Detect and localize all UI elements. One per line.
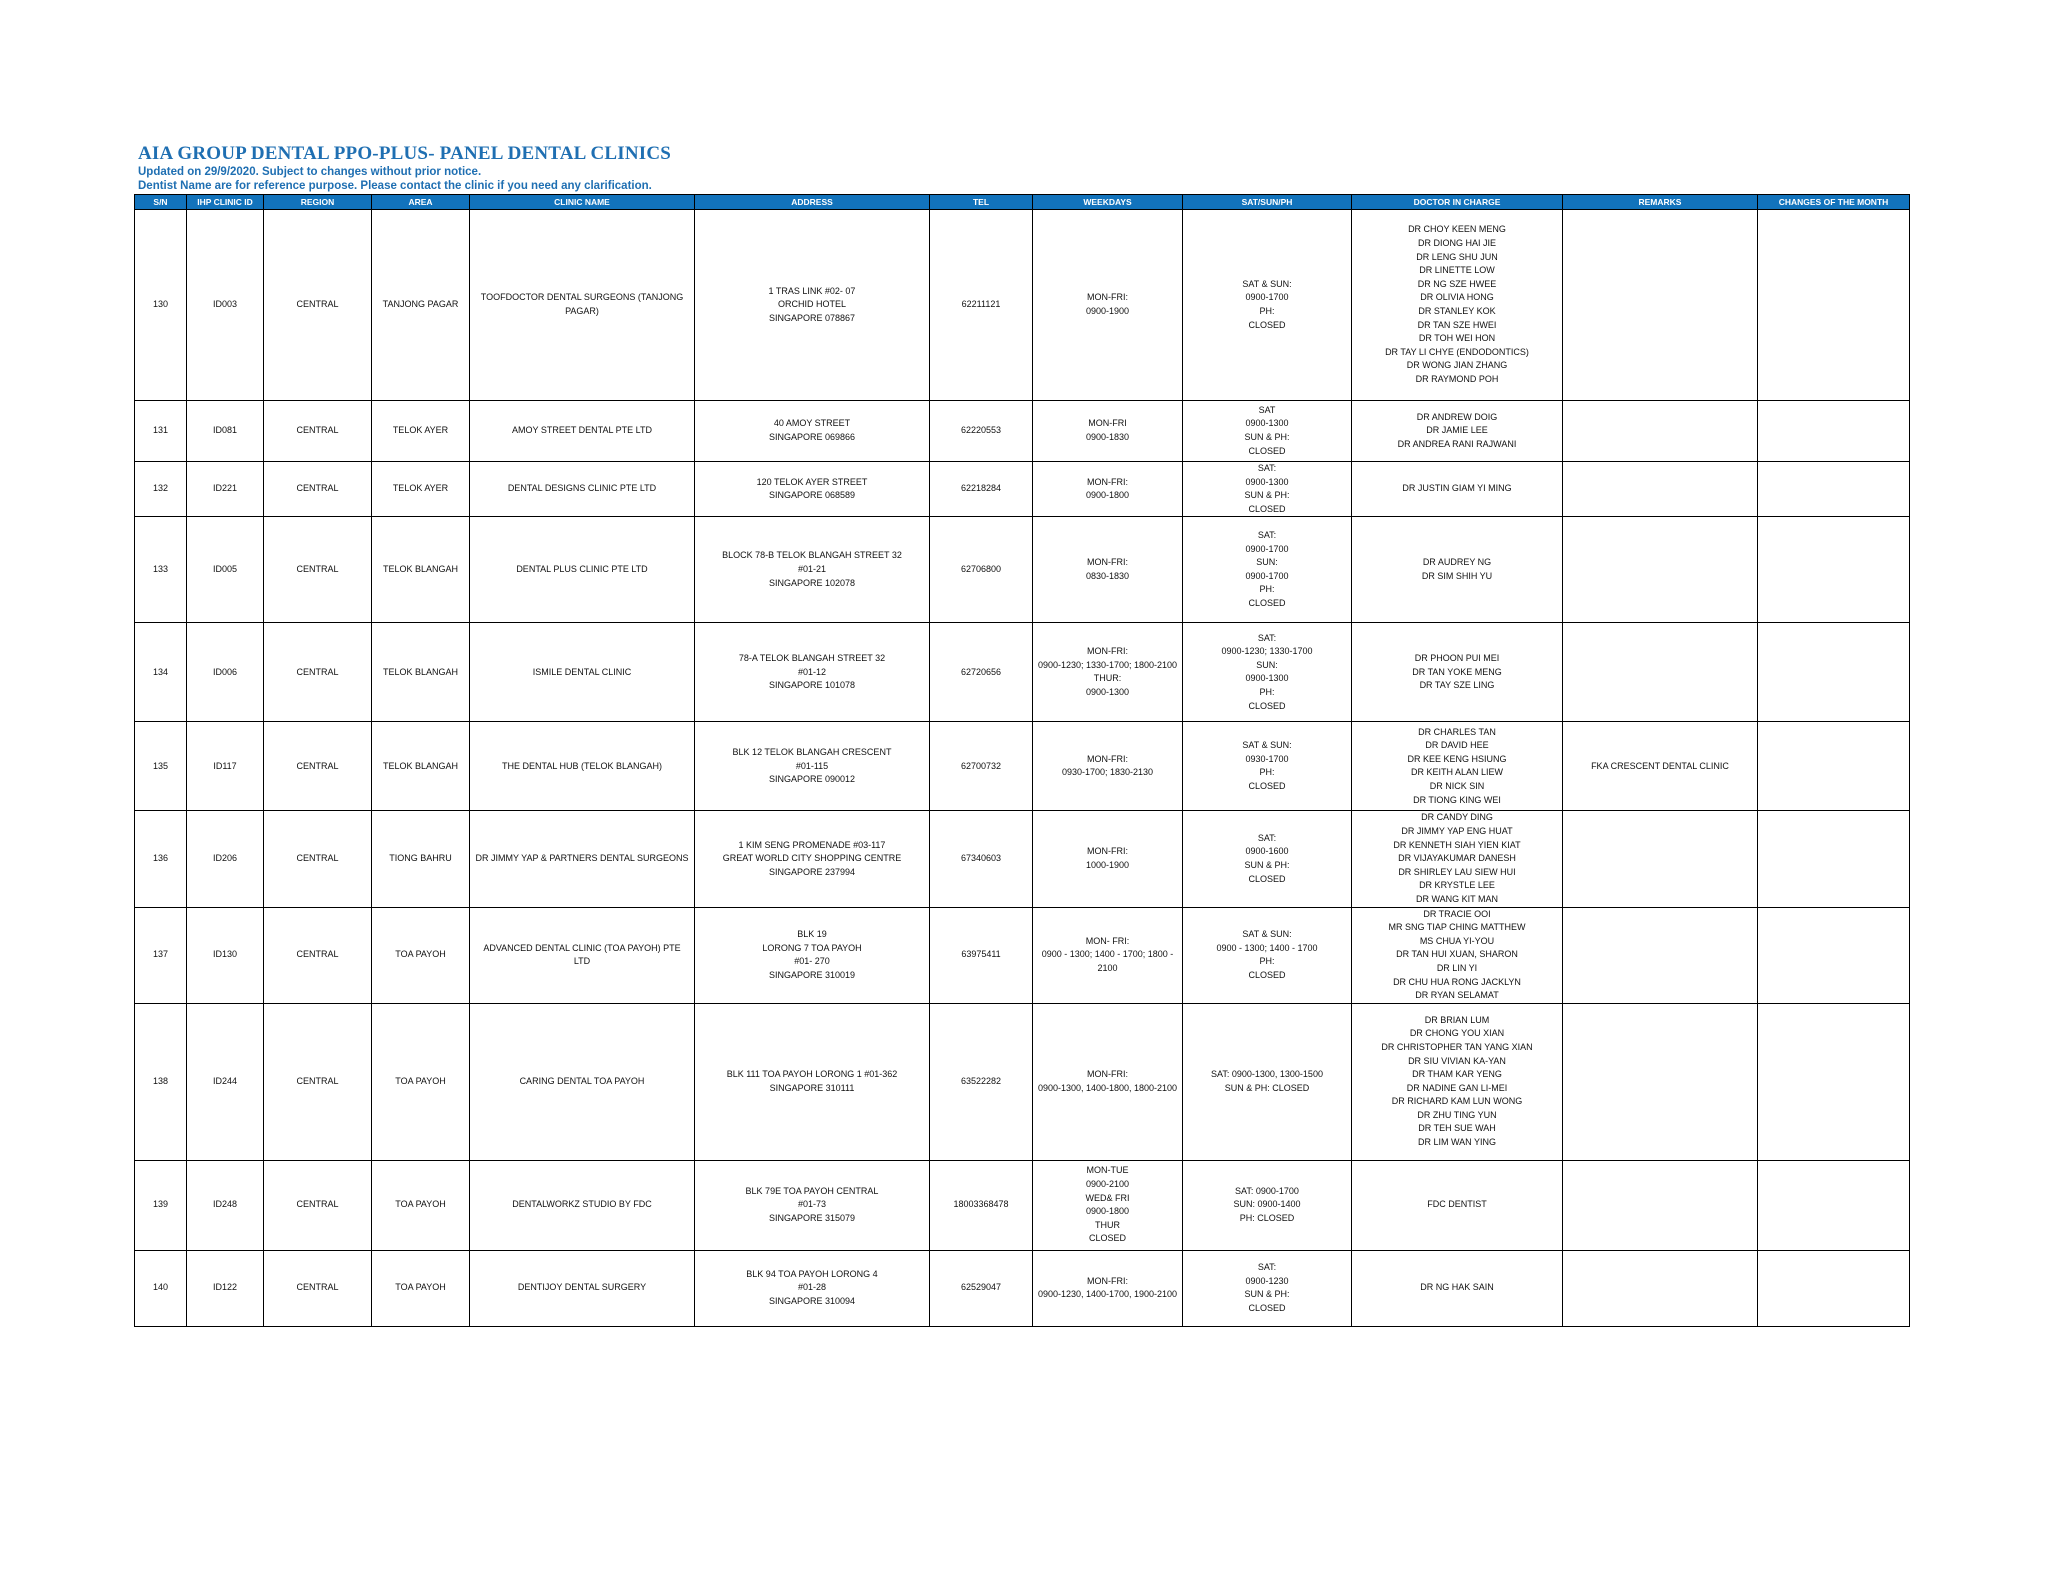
cell-clinic-name: CARING DENTAL TOA PAYOH	[470, 1003, 695, 1160]
cell-weekdays: MON- FRI: 0900 - 1300; 1400 - 1700; 1800 - 2100	[1033, 907, 1183, 1003]
cell-changes-of-the-month	[1758, 1250, 1910, 1326]
table-header-row	[135, 195, 1910, 210]
column-header-changes-of-the-month: CHANGES OF THE MONTH	[1758, 195, 1910, 210]
table-row	[135, 907, 1910, 1003]
cell-sat-sun-ph: SAT: 0900-1230; 1330-1700 SUN: 0900-1300 PH: CLOSED	[1183, 623, 1352, 722]
column-header-ihp-clinic-id: IHP CLINIC ID	[187, 195, 264, 210]
cell-area: TOA PAYOH	[372, 1160, 470, 1250]
cell-doctor-in-charge: DR CHOY KEEN MENG DR DIONG HAI JIE DR LENG SHU JUN DR LINETTE LOW DR NG SZE HWEE DR OLIVIA HONG DR STANLEY KOK DR TAN SZE HWEI DR TOH WEI HON DR TAY LI CHYE (ENDODONTICS) DR WONG JIAN ZHANG DR RAYMOND POH	[1352, 210, 1563, 401]
cell-address: 1 TRAS LINK #02- 07 ORCHID HOTEL SINGAPORE 078867	[695, 210, 930, 401]
cell-clinic-name: DENTALWORKZ STUDIO BY FDC	[470, 1160, 695, 1250]
cell-sat-sun-ph: SAT 0900-1300 SUN & PH: CLOSED	[1183, 401, 1352, 462]
cell-clinic-name: THE DENTAL HUB (TELOK BLANGAH)	[470, 722, 695, 811]
cell-doctor-in-charge: DR BRIAN LUM DR CHONG YOU XIAN DR CHRISTOPHER TAN YANG XIAN DR SIU VIVIAN KA-YAN DR THAM KAR YENG DR NADINE GAN LI-MEI DR RICHARD KAM LUN WONG DR ZHU TING YUN DR TEH SUE WAH DR LIM WAN YING	[1352, 1003, 1563, 1160]
cell-area: TANJONG PAGAR	[372, 210, 470, 401]
cell-region: CENTRAL	[264, 623, 372, 722]
cell-region: CENTRAL	[264, 907, 372, 1003]
cell-remarks	[1563, 811, 1758, 907]
cell-region: CENTRAL	[264, 722, 372, 811]
table-row	[135, 462, 1910, 517]
cell-address: BLK 12 TELOK BLANGAH CRESCENT #01-115 SINGAPORE 090012	[695, 722, 930, 811]
cell-region: CENTRAL	[264, 1003, 372, 1160]
table-row	[135, 401, 1910, 462]
cell-remarks: FKA CRESCENT DENTAL CLINIC	[1563, 722, 1758, 811]
cell-remarks	[1563, 462, 1758, 517]
table-row	[135, 1250, 1910, 1326]
cell-doctor-in-charge: DR CHARLES TAN DR DAVID HEE DR KEE KENG HSIUNG DR KEITH ALAN LIEW DR NICK SIN DR TIONG KING WEI	[1352, 722, 1563, 811]
cell-changes-of-the-month	[1758, 623, 1910, 722]
cell-doctor-in-charge: DR TRACIE OOI MR SNG TIAP CHING MATTHEW MS CHUA YI-YOU DR TAN HUI XUAN, SHARON DR LIN YI DR CHU HUA RONG JACKLYN DR RYAN SELAMAT	[1352, 907, 1563, 1003]
cell-address: BLOCK 78-B TELOK BLANGAH STREET 32 #01-21 SINGAPORE 102078	[695, 517, 930, 623]
column-header-tel: TEL	[930, 195, 1033, 210]
cell-tel: 62218284	[930, 462, 1033, 517]
cell-sat-sun-ph: SAT: 0900-1230 SUN & PH: CLOSED	[1183, 1250, 1352, 1326]
cell-weekdays: MON-TUE 0900-2100 WED& FRI 0900-1800 THUR CLOSED	[1033, 1160, 1183, 1250]
cell-tel: 62720656	[930, 623, 1033, 722]
cell-area: TELOK AYER	[372, 462, 470, 517]
cell-address: BLK 79E TOA PAYOH CENTRAL #01-73 SINGAPORE 315079	[695, 1160, 930, 1250]
cell-ihp-clinic-id: ID221	[187, 462, 264, 517]
cell-region: CENTRAL	[264, 210, 372, 401]
cell-weekdays: MON-FRI 0900-1830	[1033, 401, 1183, 462]
cell-weekdays: MON-FRI: 0900-1800	[1033, 462, 1183, 517]
cell-ihp-clinic-id: ID081	[187, 401, 264, 462]
cell-clinic-name: DR JIMMY YAP & PARTNERS DENTAL SURGEONS	[470, 811, 695, 907]
header	[138, 143, 671, 193]
cell-sat-sun-ph: SAT & SUN: 0900 - 1300; 1400 - 1700 PH: CLOSED	[1183, 907, 1352, 1003]
cell-changes-of-the-month	[1758, 401, 1910, 462]
cell-changes-of-the-month	[1758, 907, 1910, 1003]
cell-tel: 62220553	[930, 401, 1033, 462]
cell-changes-of-the-month	[1758, 1160, 1910, 1250]
cell-ihp-clinic-id: ID117	[187, 722, 264, 811]
cell-sn: 132	[135, 462, 187, 517]
cell-weekdays: MON-FRI: 0900-1230, 1400-1700, 1900-2100	[1033, 1250, 1183, 1326]
cell-region: CENTRAL	[264, 517, 372, 623]
cell-tel: 62706800	[930, 517, 1033, 623]
cell-doctor-in-charge: DR AUDREY NG DR SIM SHIH YU	[1352, 517, 1563, 623]
cell-ihp-clinic-id: ID122	[187, 1250, 264, 1326]
cell-clinic-name: DENTAL DESIGNS CLINIC PTE LTD	[470, 462, 695, 517]
column-header-area: AREA	[372, 195, 470, 210]
cell-doctor-in-charge: DR ANDREW DOIG DR JAMIE LEE DR ANDREA RANI RAJWANI	[1352, 401, 1563, 462]
cell-ihp-clinic-id: ID248	[187, 1160, 264, 1250]
cell-changes-of-the-month	[1758, 1003, 1910, 1160]
cell-sn: 131	[135, 401, 187, 462]
cell-address: 1 KIM SENG PROMENADE #03-117 GREAT WORLD CITY SHOPPING CENTRE SINGAPORE 237994	[695, 811, 930, 907]
cell-region: CENTRAL	[264, 1250, 372, 1326]
cell-sn: 138	[135, 1003, 187, 1160]
cell-area: TOA PAYOH	[372, 907, 470, 1003]
cell-area: TELOK AYER	[372, 401, 470, 462]
cell-sn: 139	[135, 1160, 187, 1250]
cell-remarks	[1563, 401, 1758, 462]
table-row	[135, 1160, 1910, 1250]
cell-area: TOA PAYOH	[372, 1003, 470, 1160]
cell-changes-of-the-month	[1758, 210, 1910, 401]
cell-sat-sun-ph: SAT: 0900-1700 SUN: 0900-1400 PH: CLOSED	[1183, 1160, 1352, 1250]
cell-doctor-in-charge: DR JUSTIN GIAM YI MING	[1352, 462, 1563, 517]
cell-remarks	[1563, 1003, 1758, 1160]
cell-weekdays: MON-FRI: 0900-1230; 1330-1700; 1800-2100 THUR: 0900-1300	[1033, 623, 1183, 722]
cell-region: CENTRAL	[264, 811, 372, 907]
column-header-doctor-in-charge: DOCTOR IN CHARGE	[1352, 195, 1563, 210]
cell-remarks	[1563, 1250, 1758, 1326]
cell-address: 120 TELOK AYER STREET SINGAPORE 068589	[695, 462, 930, 517]
column-header-weekdays: WEEKDAYS	[1033, 195, 1183, 210]
cell-changes-of-the-month	[1758, 517, 1910, 623]
updated-note: Updated on 29/9/2020. Subject to changes without prior notice.	[138, 166, 482, 178]
cell-sn: 133	[135, 517, 187, 623]
clinic-table	[134, 194, 1910, 1327]
cell-sn: 130	[135, 210, 187, 401]
cell-weekdays: MON-FRI: 0830-1830	[1033, 517, 1183, 623]
cell-tel: 62211121	[930, 210, 1033, 401]
cell-changes-of-the-month	[1758, 811, 1910, 907]
cell-sat-sun-ph: SAT & SUN: 0900-1700 PH: CLOSED	[1183, 210, 1352, 401]
cell-clinic-name: AMOY STREET DENTAL PTE LTD	[470, 401, 695, 462]
cell-region: CENTRAL	[264, 1160, 372, 1250]
column-header-sat-sun-ph: SAT/SUN/PH	[1183, 195, 1352, 210]
cell-sn: 137	[135, 907, 187, 1003]
cell-clinic-name: DENTAL PLUS CLINIC PTE LTD	[470, 517, 695, 623]
cell-remarks	[1563, 210, 1758, 401]
cell-address: BLK 19 LORONG 7 TOA PAYOH #01- 270 SINGAPORE 310019	[695, 907, 930, 1003]
cell-area: TOA PAYOH	[372, 1250, 470, 1326]
cell-address: BLK 111 TOA PAYOH LORONG 1 #01-362 SINGAPORE 310111	[695, 1003, 930, 1160]
cell-address: BLK 94 TOA PAYOH LORONG 4 #01-28 SINGAPORE 310094	[695, 1250, 930, 1326]
cell-weekdays: MON-FRI: 0900-1300, 1400-1800, 1800-2100	[1033, 1003, 1183, 1160]
cell-doctor-in-charge: DR PHOON PUI MEI DR TAN YOKE MENG DR TAY SZE LING	[1352, 623, 1563, 722]
cell-area: TELOK BLANGAH	[372, 722, 470, 811]
cell-ihp-clinic-id: ID206	[187, 811, 264, 907]
cell-sn: 134	[135, 623, 187, 722]
cell-ihp-clinic-id: ID244	[187, 1003, 264, 1160]
cell-tel: 18003368478	[930, 1160, 1033, 1250]
cell-tel: 63975411	[930, 907, 1033, 1003]
cell-address: 40 AMOY STREET SINGAPORE 069866	[695, 401, 930, 462]
cell-remarks	[1563, 623, 1758, 722]
cell-clinic-name: DENTIJOY DENTAL SURGERY	[470, 1250, 695, 1326]
cell-remarks	[1563, 1160, 1758, 1250]
cell-changes-of-the-month	[1758, 462, 1910, 517]
cell-area: TELOK BLANGAH	[372, 517, 470, 623]
page-title: AIA GROUP DENTAL PPO-PLUS- PANEL DENTAL CLINICS	[138, 143, 672, 164]
cell-remarks	[1563, 517, 1758, 623]
cell-area: TELOK BLANGAH	[372, 623, 470, 722]
cell-clinic-name: ADVANCED DENTAL CLINIC (TOA PAYOH) PTE LTD	[470, 907, 695, 1003]
cell-ihp-clinic-id: ID006	[187, 623, 264, 722]
cell-area: TIONG BAHRU	[372, 811, 470, 907]
cell-sat-sun-ph: SAT: 0900-1300 SUN & PH: CLOSED	[1183, 462, 1352, 517]
table-row	[135, 623, 1910, 722]
cell-address: 78-A TELOK BLANGAH STREET 32 #01-12 SINGAPORE 101078	[695, 623, 930, 722]
cell-tel: 62529047	[930, 1250, 1033, 1326]
table-row	[135, 517, 1910, 623]
table-row	[135, 722, 1910, 811]
cell-sat-sun-ph: SAT & SUN: 0930-1700 PH: CLOSED	[1183, 722, 1352, 811]
cell-sat-sun-ph: SAT: 0900-1700 SUN: 0900-1700 PH: CLOSED	[1183, 517, 1352, 623]
cell-tel: 62700732	[930, 722, 1033, 811]
cell-sn: 140	[135, 1250, 187, 1326]
cell-weekdays: MON-FRI: 0900-1900	[1033, 210, 1183, 401]
cell-remarks	[1563, 907, 1758, 1003]
disclaimer-note: Dentist Name are for reference purpose. Please contact the clinic if you need any clarification.	[138, 180, 652, 192]
column-header-sn: S/N	[135, 195, 187, 210]
cell-sat-sun-ph: SAT: 0900-1600 SUN & PH: CLOSED	[1183, 811, 1352, 907]
column-header-remarks: REMARKS	[1563, 195, 1758, 210]
cell-region: CENTRAL	[264, 462, 372, 517]
cell-ihp-clinic-id: ID005	[187, 517, 264, 623]
table-row	[135, 811, 1910, 907]
cell-region: CENTRAL	[264, 401, 372, 462]
cell-weekdays: MON-FRI: 0930-1700; 1830-2130	[1033, 722, 1183, 811]
cell-doctor-in-charge: DR CANDY DING DR JIMMY YAP ENG HUAT DR KENNETH SIAH YIEN KIAT DR VIJAYAKUMAR DANESH DR SHIRLEY LAU SIEW HUI DR KRYSTLE LEE DR WANG KIT MAN	[1352, 811, 1563, 907]
cell-doctor-in-charge: DR NG HAK SAIN	[1352, 1250, 1563, 1326]
column-header-region: REGION	[264, 195, 372, 210]
cell-sn: 136	[135, 811, 187, 907]
cell-ihp-clinic-id: ID003	[187, 210, 264, 401]
cell-ihp-clinic-id: ID130	[187, 907, 264, 1003]
cell-changes-of-the-month	[1758, 722, 1910, 811]
cell-weekdays: MON-FRI: 1000-1900	[1033, 811, 1183, 907]
table-body	[135, 210, 1910, 1327]
column-header-clinic-name: CLINIC NAME	[470, 195, 695, 210]
cell-tel: 67340603	[930, 811, 1033, 907]
cell-sn: 135	[135, 722, 187, 811]
column-header-address: ADDRESS	[695, 195, 930, 210]
cell-clinic-name: ISMILE DENTAL CLINIC	[470, 623, 695, 722]
cell-clinic-name: TOOFDOCTOR DENTAL SURGEONS (TANJONG PAGAR)	[470, 210, 695, 401]
table-row	[135, 1003, 1910, 1160]
table-row	[135, 210, 1910, 401]
cell-doctor-in-charge: FDC DENTIST	[1352, 1160, 1563, 1250]
cell-sat-sun-ph: SAT: 0900-1300, 1300-1500 SUN & PH: CLOSED	[1183, 1003, 1352, 1160]
cell-tel: 63522282	[930, 1003, 1033, 1160]
